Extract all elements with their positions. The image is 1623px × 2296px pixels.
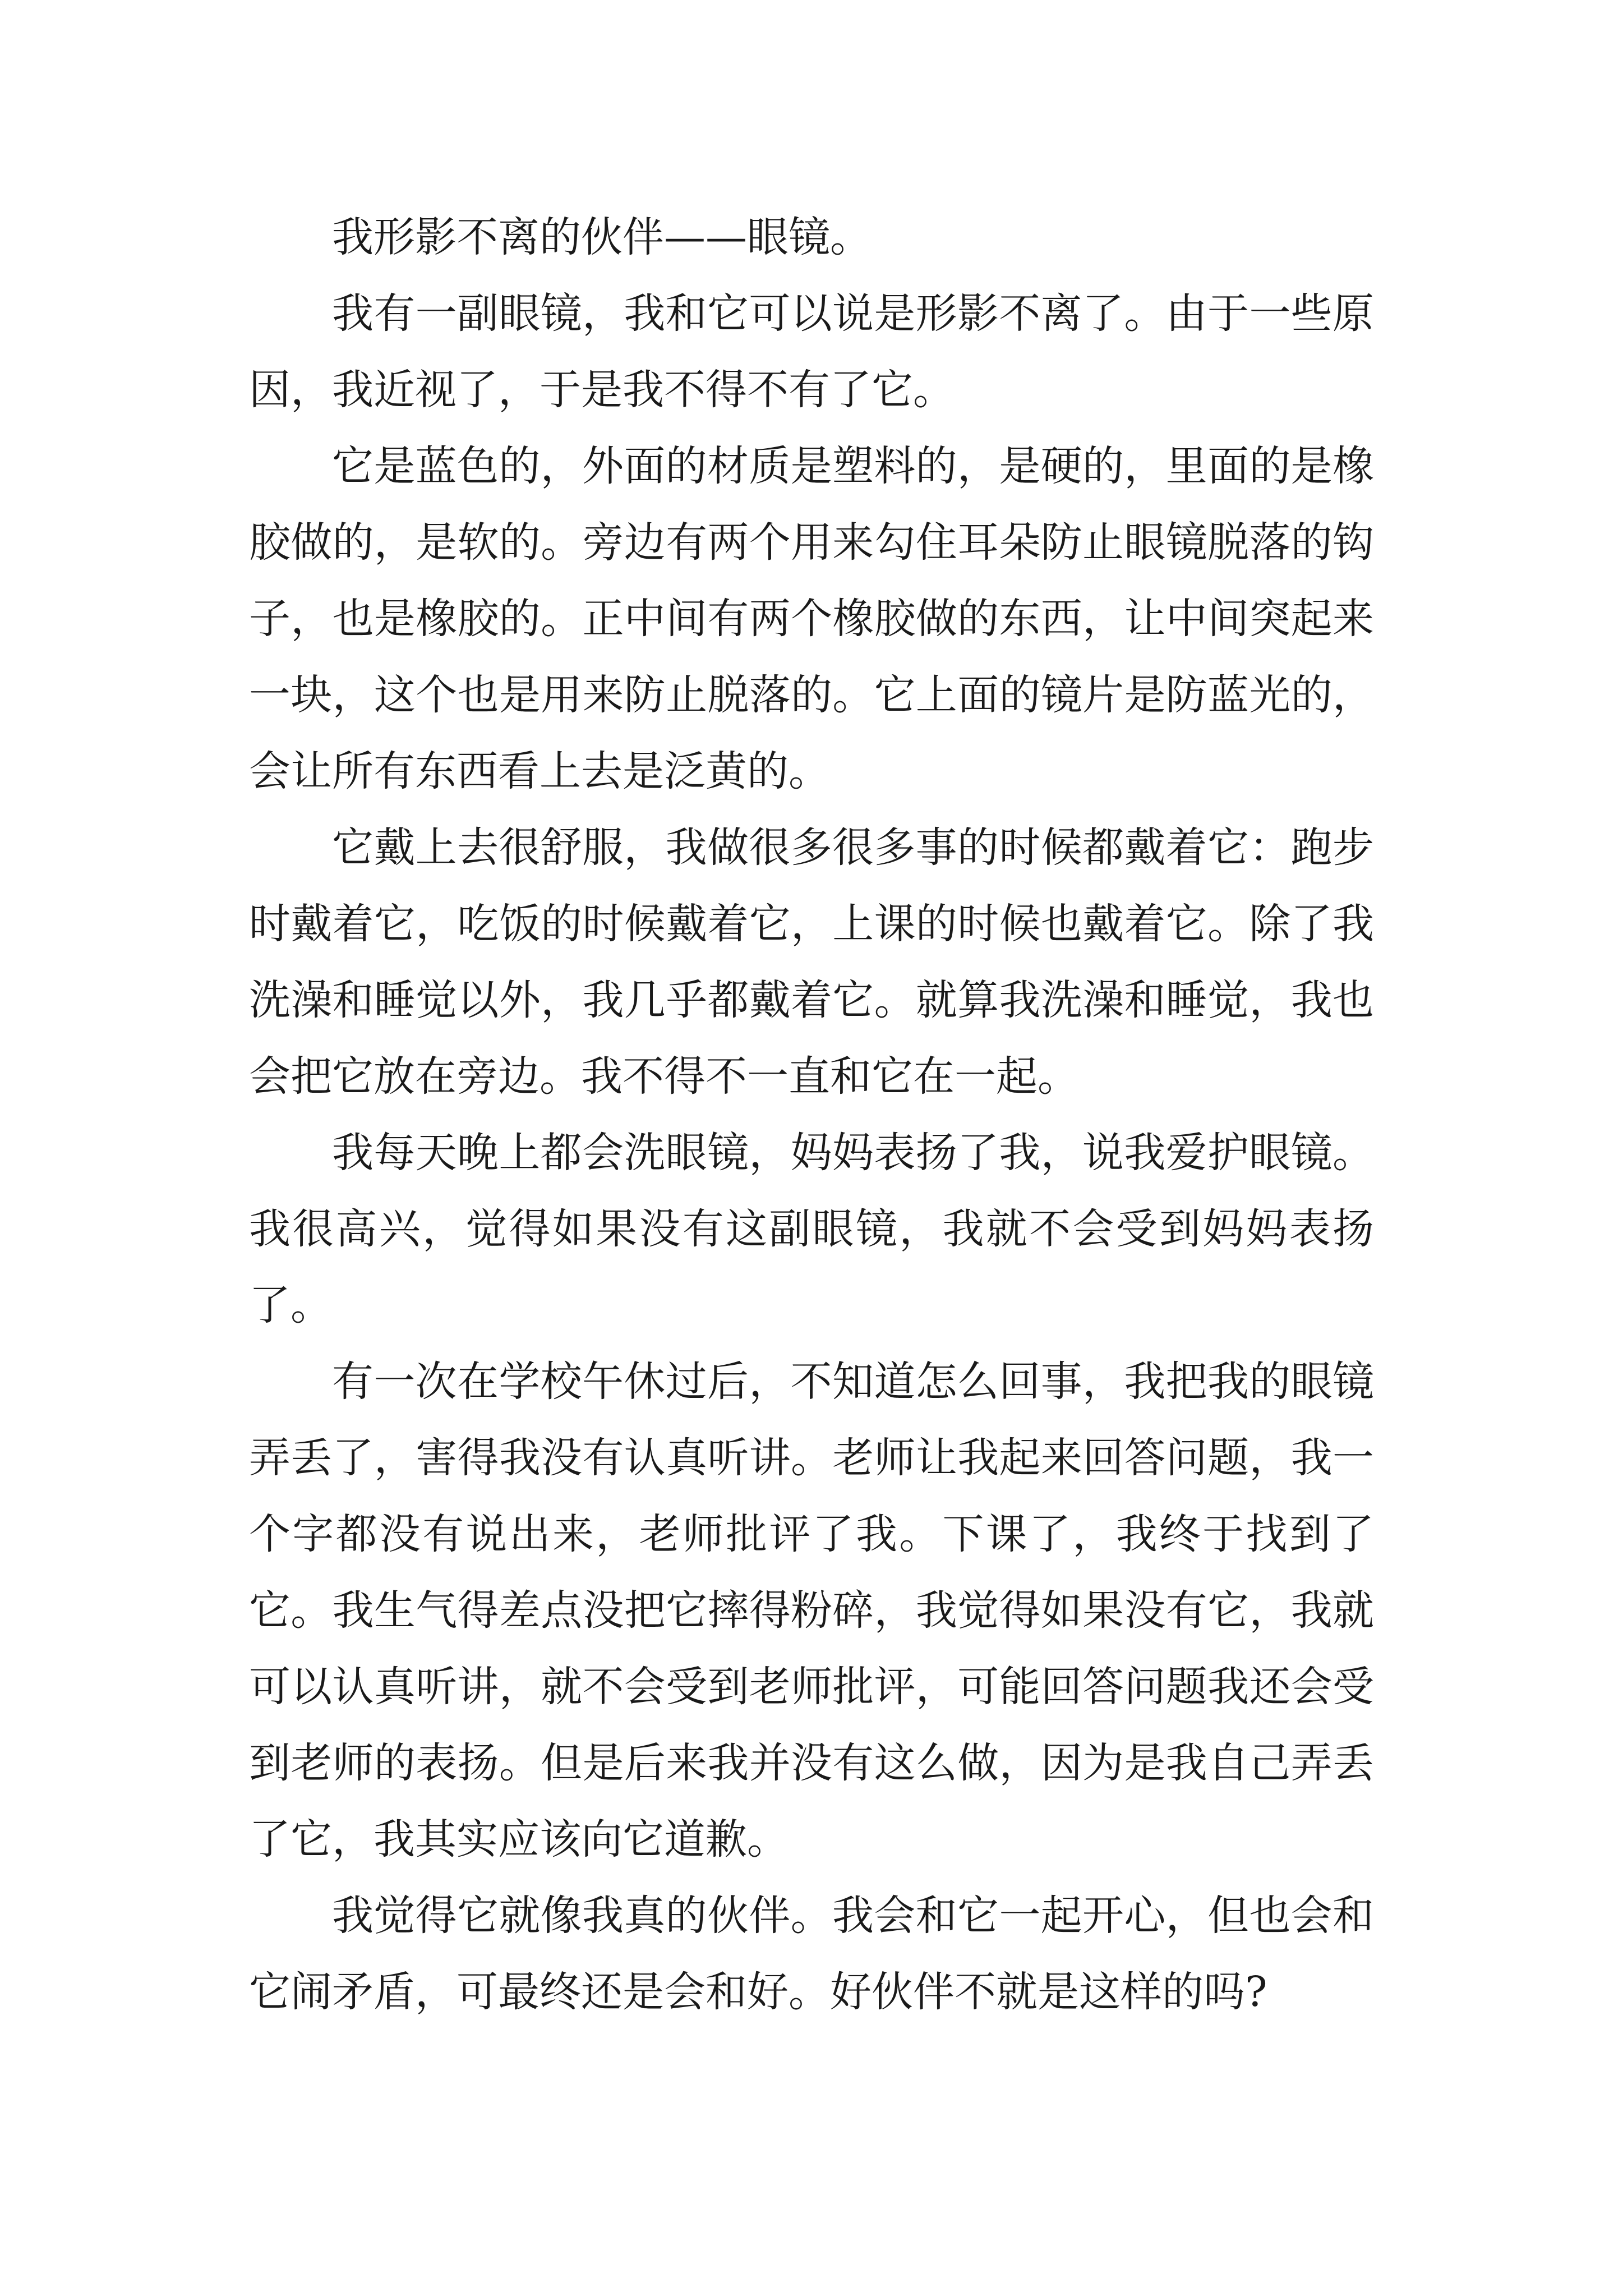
paragraph-5: 有一次在学校午休过后，不知道怎么回事，我把我的眼镜弄丢了，害得我没有认真听讲。老师让我起来回答问题，我一个字都没有说出来，老师批评了我。下课了，我终于找到了它。我生气得差点没把它摔得粉碎，我觉得如果没有它，我就可以认真听讲，就不会受到老师批评，可能回答问题我还会受到老师的表扬。但是后来我并没有这么做，因为是我自己弄丢了它，我其实应该向它道歉。: [249, 1358, 1374, 1864]
paragraph-4: 我每天晚上都会洗眼镜，妈妈表扬了我，说我爱护眼镜。我很高兴，觉得如果没有这副眼镜，我就不会受到妈妈表扬了。: [249, 1129, 1374, 1329]
essay-body: [249, 199, 1374, 2030]
paragraph-6: 我觉得它就像我真的伙伴。我会和它一起开心，但也会和它闹矛盾，可最终还是会和好。好伙伴不就是这样的吗?: [249, 1892, 1374, 2016]
paragraph-1: 我有一副眼镜，我和它可以说是形影不离了。由于一些原因，我近视了，于是我不得不有了它。: [249, 289, 1374, 414]
paragraph-2: 它是蓝色的，外面的材质是塑料的，是硬的，里面的是橡胶做的，是软的。旁边有两个用来勾住耳朵防止眼镜脱落的钩子，也是橡胶的。正中间有两个橡胶做的东西，让中间突起来一块，这个也是用来防止脱落的。它上面的镜片是防蓝光的，会让所有东西看上去是泛黄的。: [249, 442, 1374, 795]
essay-title-line: 我形影不离的伙伴——眼镜。: [332, 213, 872, 261]
paragraph-3: 它戴上去很舒服，我做很多很多事的时候都戴着它：跑步时戴着它，吃饭的时候戴着它，上课的时候也戴着它。除了我洗澡和睡觉以外，我几乎都戴着它。就算我洗澡和睡觉，我也会把它放在旁边。我不得不一直和它在一起。: [249, 823, 1374, 1101]
